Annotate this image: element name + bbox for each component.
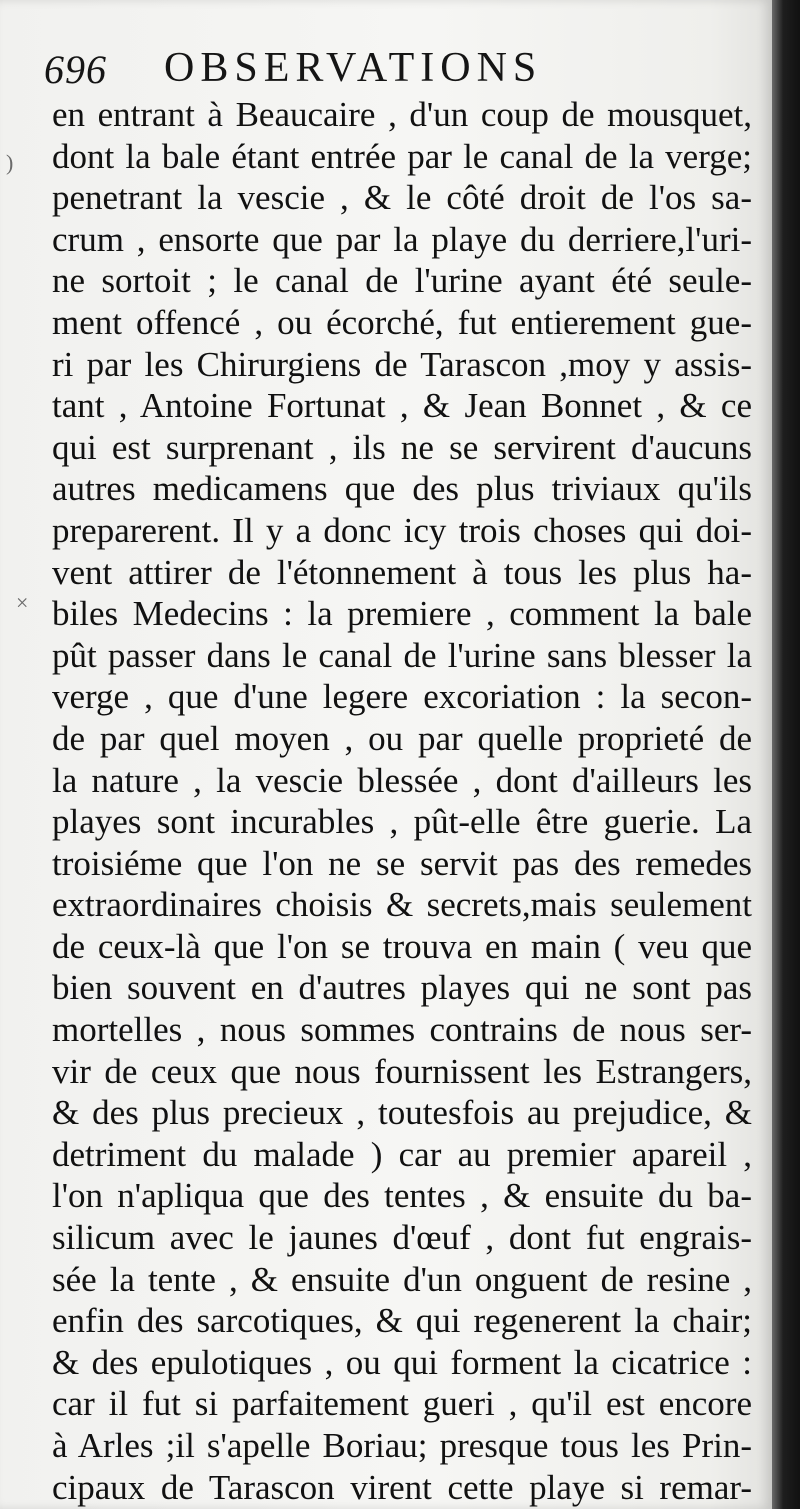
text-line: verge , que d'une legere excoriation : la secon- xyxy=(52,677,752,717)
text-line: ment offencé , ou écorché, fut entierement gue- xyxy=(52,302,752,342)
text-line: l'on n'apliqua que des tentes , & ensuite du ba- xyxy=(52,1176,752,1216)
text-line: car il fut si parfaitement gueri , qu'il est encore xyxy=(52,1384,752,1424)
text-line: troisiéme que l'on ne se servit pas des remedes xyxy=(52,843,752,883)
text-line: de par quel moyen , ou par quelle proprieté de xyxy=(52,718,752,758)
text-line: & des epulotiques , ou qui forment la cicatrice : xyxy=(52,1342,752,1382)
text-line: ne sortoit ; le canal de l'urine ayant été seule- xyxy=(52,261,752,301)
text-line: playes sont incurables , pût-elle être guerie. La xyxy=(52,802,752,842)
text-line: preparerent. Il y a donc icy trois choses qui doi- xyxy=(52,510,752,550)
margin-mark: × xyxy=(16,590,29,615)
text-line: ri par les Chirurgiens de Tarascon ,moy y assis- xyxy=(52,344,752,384)
text-line: crum , ensorte que par la playe du derriere,l'uri- xyxy=(52,219,752,259)
text-line: à Arles ;il s'apelle Boriau; presque tous les Prin- xyxy=(52,1426,752,1465)
text-line: cipaux de Tarascon virent cette playe si remar- xyxy=(52,1467,752,1507)
text-line: sée la tente , & ensuite d'un onguent de resine , xyxy=(52,1259,752,1299)
text-line: en entrant à Beaucaire , d'un coup de mousquet, xyxy=(52,95,752,134)
body-text xyxy=(52,94,752,1508)
page-gutter-shadow xyxy=(772,0,800,1509)
text-line: penetrant la vescie , & le côté droit de l'os sa- xyxy=(52,178,752,218)
running-title: OBSERVATIONS xyxy=(164,45,543,91)
text-line: autres medicamens que des plus triviaux qu'ils xyxy=(52,469,752,509)
text-line: dont la bale étant entrée par le canal de la verge; xyxy=(52,136,752,176)
text-line: la nature , la vescie blessée , dont d'ailleurs les xyxy=(52,760,752,800)
text-line: enfin des sarcotiques, & qui regenerent la chair; xyxy=(52,1301,752,1341)
text-line: pût passer dans le canal de l'urine sans blesser la xyxy=(52,635,752,675)
text-line: extraordinaires choisis & secrets,mais seulement xyxy=(52,885,752,925)
text-line: silicum avec le jaunes d'œuf , dont fut engrais- xyxy=(52,1218,752,1258)
text-line: vent attirer de l'étonnement à tous les plus ha- xyxy=(52,552,752,592)
text-line: & des plus precieux , toutesfois au prejudice, & xyxy=(52,1093,752,1133)
page-header xyxy=(44,40,744,94)
margin-mark: ) xyxy=(6,150,14,175)
text-line: detriment du malade ) car au premier apareil , xyxy=(52,1134,752,1174)
text-line: biles Medecins : la premiere , comment la bale xyxy=(52,594,752,634)
text-line: vir de ceux que nous fournissent les Estrangers, xyxy=(52,1051,752,1091)
page-number: 696 xyxy=(44,47,107,92)
text-line: qui est surprenant , ils ne se servirent d'aucuns xyxy=(52,427,752,467)
text-line: tant , Antoine Fortunat , & Jean Bonnet , & ce xyxy=(52,386,752,426)
text-line: bien souvent en d'autres playes qui ne sont pas xyxy=(52,968,752,1008)
text-line: mortelles , nous sommes contrains de nous ser- xyxy=(52,1010,752,1050)
text-line: de ceux-là que l'on se trouva en main ( veu que xyxy=(52,926,752,966)
